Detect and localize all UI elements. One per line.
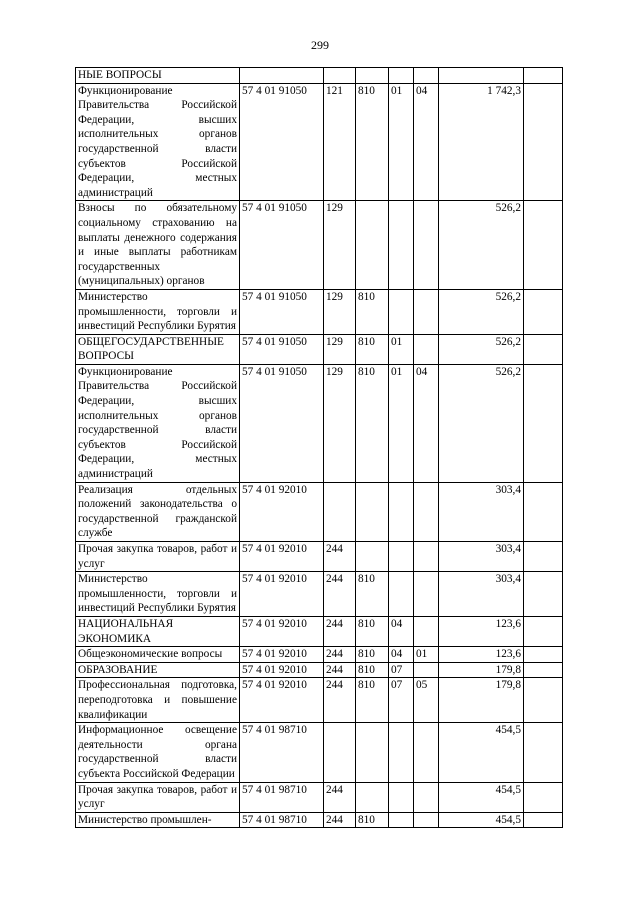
administrator-cell: 810 <box>356 812 389 828</box>
row-name-cell: Министерство промышлен- <box>76 812 240 828</box>
expense-type-cell: 244 <box>324 647 356 663</box>
empty-extra-cell <box>524 616 563 646</box>
row-name-cell: Прочая закупка товаров, работ и услуг <box>76 542 240 572</box>
table-row <box>76 647 563 663</box>
expense-type-cell: 244 <box>324 616 356 646</box>
amount-cell: 123,6 <box>439 616 524 646</box>
table-row <box>76 68 563 84</box>
amount-cell <box>439 68 524 84</box>
target-article-cell: 57 4 01 92010 <box>240 662 324 678</box>
row-name-cell: Общеэкономические вопросы <box>76 647 240 663</box>
amount-cell: 526,2 <box>439 364 524 482</box>
table-row <box>76 782 563 812</box>
budget-table-body <box>76 68 563 828</box>
expense-type-cell: 129 <box>324 201 356 290</box>
empty-extra-cell <box>524 647 563 663</box>
subsection-cell <box>414 289 439 334</box>
amount-cell: 526,2 <box>439 334 524 364</box>
empty-extra-cell <box>524 334 563 364</box>
expense-type-cell <box>324 68 356 84</box>
administrator-cell <box>356 482 389 541</box>
empty-extra-cell <box>524 68 563 84</box>
table-row <box>76 289 563 334</box>
table-row <box>76 482 563 541</box>
expense-type-cell <box>324 723 356 782</box>
subsection-cell: 05 <box>414 678 439 723</box>
table-row <box>76 364 563 482</box>
administrator-cell <box>356 723 389 782</box>
amount-cell: 303,4 <box>439 542 524 572</box>
expense-type-cell: 129 <box>324 289 356 334</box>
expense-type-cell: 244 <box>324 572 356 617</box>
section-cell: 01 <box>389 334 414 364</box>
expense-type-cell: 244 <box>324 782 356 812</box>
empty-extra-cell <box>524 678 563 723</box>
section-cell: 01 <box>389 364 414 482</box>
target-article-cell: 57 4 01 92010 <box>240 678 324 723</box>
table-row <box>76 542 563 572</box>
table-row <box>76 83 563 201</box>
empty-extra-cell <box>524 364 563 482</box>
subsection-cell: 04 <box>414 364 439 482</box>
section-cell <box>389 68 414 84</box>
administrator-cell <box>356 542 389 572</box>
target-article-cell: 57 4 01 92010 <box>240 616 324 646</box>
administrator-cell: 810 <box>356 572 389 617</box>
amount-cell: 303,4 <box>439 572 524 617</box>
expense-type-cell: 129 <box>324 334 356 364</box>
amount-cell: 454,5 <box>439 782 524 812</box>
target-article-cell: 57 4 01 91050 <box>240 83 324 201</box>
subsection-cell: 04 <box>414 83 439 201</box>
section-cell <box>389 782 414 812</box>
expense-type-cell: 244 <box>324 678 356 723</box>
administrator-cell <box>356 782 389 812</box>
expense-type-cell: 244 <box>324 662 356 678</box>
administrator-cell: 810 <box>356 616 389 646</box>
target-article-cell: 57 4 01 98710 <box>240 782 324 812</box>
target-article-cell: 57 4 01 92010 <box>240 572 324 617</box>
table-row <box>76 812 563 828</box>
section-cell: 07 <box>389 662 414 678</box>
row-name-cell: Функционирование Правительства Российской Федерации, высших исполнительных органов государственной власти субъектов Российской Федерации, местных администраций <box>76 83 240 201</box>
target-article-cell: 57 4 01 91050 <box>240 364 324 482</box>
row-name-cell: НЫЕ ВОПРОСЫ <box>76 68 240 84</box>
table-row <box>76 572 563 617</box>
row-name-cell: ОБРАЗОВАНИЕ <box>76 662 240 678</box>
subsection-cell <box>414 68 439 84</box>
empty-extra-cell <box>524 572 563 617</box>
subsection-cell <box>414 201 439 290</box>
amount-cell: 454,5 <box>439 812 524 828</box>
amount-cell: 123,6 <box>439 647 524 663</box>
subsection-cell <box>414 723 439 782</box>
empty-extra-cell <box>524 201 563 290</box>
amount-cell: 303,4 <box>439 482 524 541</box>
row-name-cell: НАЦИОНАЛЬНАЯ ЭКОНОМИКА <box>76 616 240 646</box>
table-row <box>76 616 563 646</box>
section-cell <box>389 201 414 290</box>
table-row <box>76 334 563 364</box>
administrator-cell <box>356 201 389 290</box>
target-article-cell: 57 4 01 91050 <box>240 201 324 290</box>
target-article-cell <box>240 68 324 84</box>
target-article-cell: 57 4 01 92010 <box>240 542 324 572</box>
subsection-cell <box>414 616 439 646</box>
empty-extra-cell <box>524 289 563 334</box>
subsection-cell <box>414 334 439 364</box>
administrator-cell: 810 <box>356 662 389 678</box>
amount-cell: 179,8 <box>439 662 524 678</box>
row-name-cell: Взносы по обязательному социальному страхованию на выплаты денежного содержания и иные выплаты работникам государственных (муниципальных) органов <box>76 201 240 290</box>
table-row <box>76 662 563 678</box>
administrator-cell: 810 <box>356 364 389 482</box>
empty-extra-cell <box>524 542 563 572</box>
administrator-cell: 810 <box>356 678 389 723</box>
expense-type-cell: 244 <box>324 542 356 572</box>
administrator-cell: 810 <box>356 289 389 334</box>
empty-extra-cell <box>524 723 563 782</box>
expense-type-cell: 244 <box>324 812 356 828</box>
section-cell: 04 <box>389 616 414 646</box>
expense-type-cell: 129 <box>324 364 356 482</box>
administrator-cell: 810 <box>356 334 389 364</box>
amount-cell: 179,8 <box>439 678 524 723</box>
table-row <box>76 678 563 723</box>
section-cell <box>389 723 414 782</box>
target-article-cell: 57 4 01 98710 <box>240 812 324 828</box>
section-cell <box>389 812 414 828</box>
page-number: 299 <box>311 38 329 52</box>
empty-extra-cell <box>524 782 563 812</box>
expense-type-cell: 121 <box>324 83 356 201</box>
section-cell: 01 <box>389 83 414 201</box>
subsection-cell <box>414 662 439 678</box>
section-cell: 04 <box>389 647 414 663</box>
subsection-cell <box>414 542 439 572</box>
target-article-cell: 57 4 01 98710 <box>240 723 324 782</box>
table-row <box>76 201 563 290</box>
row-name-cell: Министерство промышленности, торговли и инвестиций Республики Бурятия <box>76 572 240 617</box>
subsection-cell: 01 <box>414 647 439 663</box>
target-article-cell: 57 4 01 91050 <box>240 334 324 364</box>
empty-extra-cell <box>524 83 563 201</box>
row-name-cell: Реализация отдельных положений законодательства о государственной гражданской службе <box>76 482 240 541</box>
section-cell <box>389 572 414 617</box>
subsection-cell <box>414 482 439 541</box>
row-name-cell: Функционирование Правительства Российской Федерации, высших исполнительных органов государственной власти субъектов Российской Федерации, местных администраций <box>76 364 240 482</box>
empty-extra-cell <box>524 812 563 828</box>
target-article-cell: 57 4 01 92010 <box>240 482 324 541</box>
table-row <box>76 723 563 782</box>
empty-extra-cell <box>524 662 563 678</box>
target-article-cell: 57 4 01 92010 <box>240 647 324 663</box>
row-name-cell: Министерство промышленности, торговли и инвестиций Республики Бурятия <box>76 289 240 334</box>
section-cell <box>389 482 414 541</box>
amount-cell: 454,5 <box>439 723 524 782</box>
administrator-cell <box>356 68 389 84</box>
expense-type-cell <box>324 482 356 541</box>
empty-extra-cell <box>524 482 563 541</box>
row-name-cell: Профессиональная подготовка, переподготовка и повышение квалификации <box>76 678 240 723</box>
row-name-cell: Прочая закупка товаров, работ и услуг <box>76 782 240 812</box>
section-cell: 07 <box>389 678 414 723</box>
row-name-cell: Информационное освещение деятельности органа государственной власти субъекта Российской Федерации <box>76 723 240 782</box>
amount-cell: 526,2 <box>439 289 524 334</box>
section-cell <box>389 542 414 572</box>
amount-cell: 1 742,3 <box>439 83 524 201</box>
budget-table <box>75 67 563 828</box>
administrator-cell: 810 <box>356 647 389 663</box>
row-name-cell: ОБЩЕГОСУДАРСТВЕННЫЕ ВОПРОСЫ <box>76 334 240 364</box>
amount-cell: 526,2 <box>439 201 524 290</box>
subsection-cell <box>414 782 439 812</box>
section-cell <box>389 289 414 334</box>
target-article-cell: 57 4 01 91050 <box>240 289 324 334</box>
subsection-cell <box>414 572 439 617</box>
administrator-cell: 810 <box>356 83 389 201</box>
subsection-cell <box>414 812 439 828</box>
